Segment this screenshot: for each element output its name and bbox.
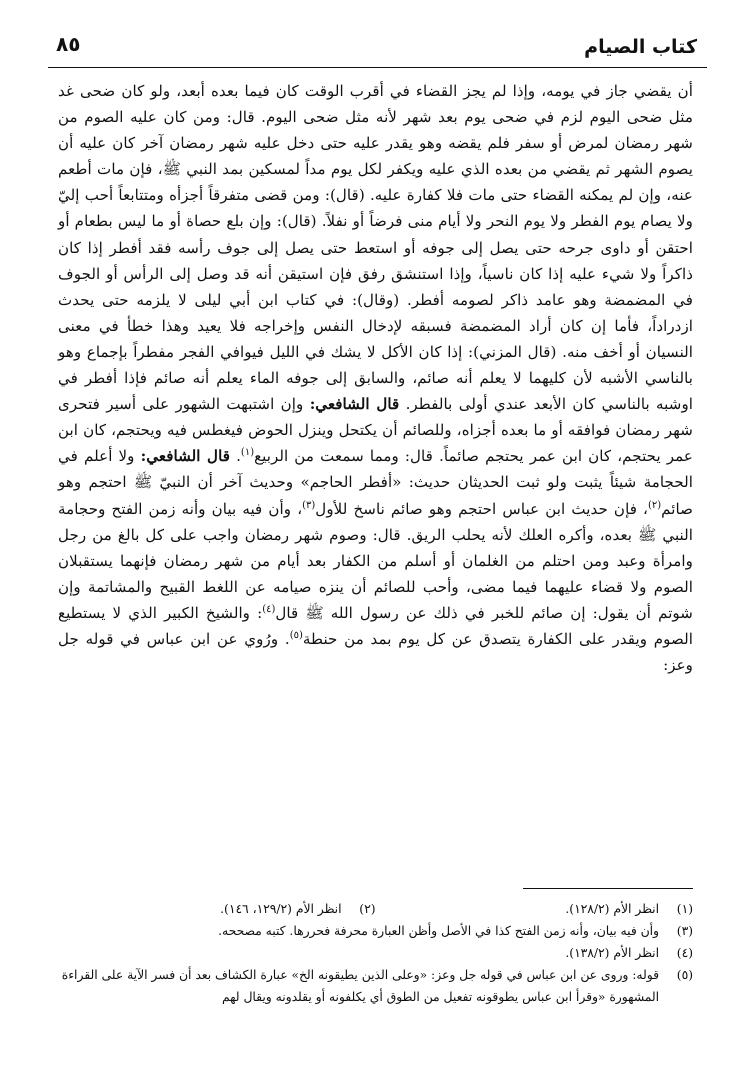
text-segment-7: . ورُوي عن ابن عباس في قوله جل وعز:: [58, 629, 693, 675]
footnotes: [58, 898, 693, 1008]
footnote-text: انظر الأم (١٢٨/٢).: [565, 902, 659, 916]
footnote-3: [58, 920, 693, 942]
speaker-label-shafii: قال الشافعي:: [140, 447, 230, 466]
footnote-ref-2[interactable]: (٢): [647, 499, 662, 511]
running-title: كتاب الصيام: [584, 36, 697, 58]
footnote-number: (٤): [676, 946, 693, 960]
footnote-ref-3[interactable]: (٣): [302, 499, 316, 511]
footnote-2: [58, 898, 376, 920]
main-paragraph: أن يقضي جاز في يومه، وإذا لم يجز القضاء في أقرب الوقت كان فيما بعده أبعد، ولو كان ضحى غد مثل ضحى اليوم لزم في ضحى يوم بعد شهر لأنه مثل ضحى اليوم. قال: ومن كان عليه الصوم من شهر رمضان لمرض أو سفر فلم يقضه وهو يقدر عليه حتى دخل عليه شهر رمضان آخر كان عليه أن يصوم الشهر ثم يقضي من بعده الذي عليه ويكفر لكل يوم مداً لمسكين بمد النبي ﷺ، فإن مات أطعم عنه، وإن لم يمكنه القضاء حتى مات فلا كفارة عليه. (قال): ومن قضى متفرقاً أجزأه ومتتابعاً أحب إليّ ولا يصام يوم الفطر ولا يوم النحر ولا أيام منى فرضاً أو نفلاً. (قال): وإن بلع حصاة أو ما ليس بطعام أو احتقن أو داوى جرحه حتى يصل إلى جوفه أو استعط حتى يصل إلى جوف رأسه فقد أفطر إذا كان ذاكراً ولا شيء عليه إذا كان ناسياً، وإذا استنشق رفق فإن استيقن أنه قد وصل إلى الرأس أو الجوف في المضمضة وهو عامد ذاكر لصومه أفطر. (وقال): في كتاب ابن أبي ليلى لا يلزمه حتى يحدث ازدراداً، فأما إن كان أراد المضمضة فسبقه لإدخال النفس وإخراجه فلا يعيد وهذا خطأ في معنى النسيان أو أخف منه. (قال المزني): إذا كان الأكل لا يشك في الليل فيوافي الفجر مفطراً بإجماع وهو بالناسي الأشبه لأن كليهما لا يعلم أنه صائم، والسابق إلى جوفه الماء يعلم أنه صائم فإذا أفطر في اوشبه بالناسي كان الأبعد عندي أولى بالفطر. قال الشافعي: وإن اشتبهت الشهور على أسير فتحرى شهر رمضان فوافقه أو ما بعده أجزاه، وللصائم أن يكتحل وينزل الحوض فيغطس فيه ويحتجم، كان ابن عمر يحتجم، كان ابن عمر يحتجم صائماً. قال: ومما سمعت من الربيع$^{(١)}$. قال الشافعي: ولا أعلم في الحجامة شيئاً يثبت ولو ثبت الحديثان حديث: «أفطر الحاجم» وحديث آخر أن النبيّ ﷺ احتجم وهو صائم$^{(٢)}$، فإن حديث ابن عباس احتجم وهو صائم ناسخ للأول$^{(٣)}$، وأن فيه بيان وأنه زمن الفتح وحجامة النبي ﷺ بعده، وأكره العلك لأنه يحلب الريق. قال: وصوم شهر رمضان واجب على كل بالغ من رجل وامرأة وعبد ومن احتلم من الغلمان أو أسلم من الكفار بعد أيام من شهر رمضان فإنهما يستقبلان الصوم ولا قضاء عليهما فيما مضى، وأحب للصائم أن ينزه صيامه عن اللغط القبيح والمشاتمة وإن شوتم أن يقول: إن صائم للخبر في ذلك عن رسول الله ﷺ قال$^{(٤)}$: والشيخ الكبير الذي لا يستطيع الصوم ويقدر على الكفارة يتصدق عن كل يوم بمد من حنطة$^{(٥)}$. ورُوي عن ابن عباس في قوله جل وعز:: [58, 82, 694, 675]
footnote-4: [58, 942, 693, 964]
page-header: [56, 30, 697, 70]
footnote-row-1-2: [58, 898, 693, 920]
footnote-number: (٢): [359, 902, 376, 916]
footnote-rule: [523, 888, 693, 889]
text-segment-2: وإن اشتبهت الشهور على أسير فتحرى شهر رمضان فوافقه أو ما بعده أجزاه، وللصائم أن يكتحل وينزل الحوض فيغطس فيه ويحتجم، كان ابن عمر يحتجم، كان ابن عمر يحتجم صائماً. قال: ومما سمعت من الربيع: [58, 395, 693, 466]
text-segment-4: ، فإن حديث ابن عباس احتجم وهو صائم ناسخ للأول: [315, 499, 648, 518]
header-rule: [48, 67, 707, 68]
footnote-ref-1[interactable]: (١): [240, 447, 255, 459]
speaker-label-shafii: قال الشافعي:: [309, 395, 400, 414]
footnote-ref-4[interactable]: (٤): [262, 603, 276, 615]
footnote-text: انظر الأم (١٣٨/٢).: [565, 946, 659, 960]
text-segment-6: : والشيخ الكبير الذي لا يستطيع الصوم ويقدر على الكفارة يتصدق عن كل يوم بمد من حنطة: [58, 603, 693, 648]
footnote-number: (٣): [676, 924, 693, 938]
text-segment-3: ولا أعلم في الحجامة شيئاً يثبت ولو ثبت الحديثان حديث: «أفطر الحاجم» وحديث آخر أن النبيّ ﷺ احتجم وهو صائم: [58, 447, 693, 518]
footnote-number: (٥): [676, 968, 693, 982]
footnote-5: [58, 964, 693, 1008]
text-segment-1: أن يقضي جاز في يومه، وإذا لم يجز القضاء في أقرب الوقت كان فيما بعده أبعد، ولو كان ضحى غد مثل ضحى اليوم لزم في ضحى يوم بعد شهر لأنه مثل ضحى اليوم. قال: ومن كان عليه الصوم من شهر رمضان لمرض أو سفر فلم يقضه وهو يقدر عليه حتى دخل عليه شهر رمضان آخر كان عليه أن يصوم الشهر ثم يقضي من بعده الذي عليه ويكفر لكل يوم مداً لمسكين بمد النبي ﷺ، فإن مات أطعم عنه، وإن لم يمكنه القضاء حتى مات فلا كفارة عليه. (قال): ومن قضى متفرقاً أجزأه ومتتابعاً أحب إليّ ولا يصام يوم الفطر ولا يوم النحر ولا أيام منى فرضاً أو نفلاً. (قال): وإن بلع حصاة أو ما ليس بطعام أو احتقن أو داوى جرحه حتى يصل إلى جوفه أو استعط حتى يصل إلى جوف رأسه فقد أفطر إذا كان ذاكراً ولا شيء عليه إذا كان ناسياً، وإذا استنشق رفق فإن استيقن أنه قد وصل إلى الرأس أو الجوف في المضمضة وهو عامد ذاكر لصومه أفطر. (وقال): في كتاب ابن أبي ليلى لا يلزمه حتى يحدث ازدراداً، فأما إن كان أراد المضمضة فسبقه لإدخال النفس وإخراجه فلا يعيد وهذا خطأ في معنى النسيان أو أخف منه. (قال المزني): إذا كان الأكل لا يشك في الليل فيوافي الفجر مفطراً بإجماع وهو بالناسي الأشبه لأن كليهما لا يعلم أنه صائم، والسابق إلى جوفه الماء يعلم أنه صائم فإذا أفطر في اوشبه بالناسي كان الأبعد عندي أولى بالفطر.: [58, 82, 694, 414]
text-segment-5: ، وأن فيه بيان وأنه زمن الفتح وحجامة النبي ﷺ بعده، وأكره العلك لأنه يحلب الريق. قال: وصوم شهر رمضان واجب على كل بالغ من رجل وامرأة وعبد ومن احتلم من الغلمان أو أسلم من الكفار بعد أيام من شهر رمضان فإنهما يستقبلان الصوم ولا قضاء عليهما فيما مضى، وأحب للصائم أن ينزه صيامه عن اللغط القبيح والمشاتمة وإن شوتم أن يقول: إن صائم للخبر في ذلك عن رسول الله ﷺ قال: [58, 499, 693, 622]
footnote-text: قوله: وروى عن ابن عباس في قوله جل وعز: «وعلى الذين يطيقونه الخ» عبارة الكشاف بعد أن فسر الآية على القراءة المشهورة «وقرأ ابن عباس يطوقونه تفعيل من الطوق أي يكلفونه أو يقلدونه ويقال لهم: [61, 968, 659, 1004]
footnote-number: (١): [676, 902, 693, 916]
footnote-ref-5[interactable]: (٥): [289, 629, 303, 641]
footnote-text: وأن فيه بيان، وأنه زمن الفتح كذا في الأصل وأظن العبارة محرفة فحررها. كتبه مصححه.: [218, 924, 659, 938]
main-text: [58, 78, 693, 678]
page-number: ٨٥: [56, 32, 81, 56]
footnote-1: [376, 898, 694, 920]
footnote-text: انظر الأم (١٢٩/٢، ١٤٦).: [220, 902, 342, 916]
